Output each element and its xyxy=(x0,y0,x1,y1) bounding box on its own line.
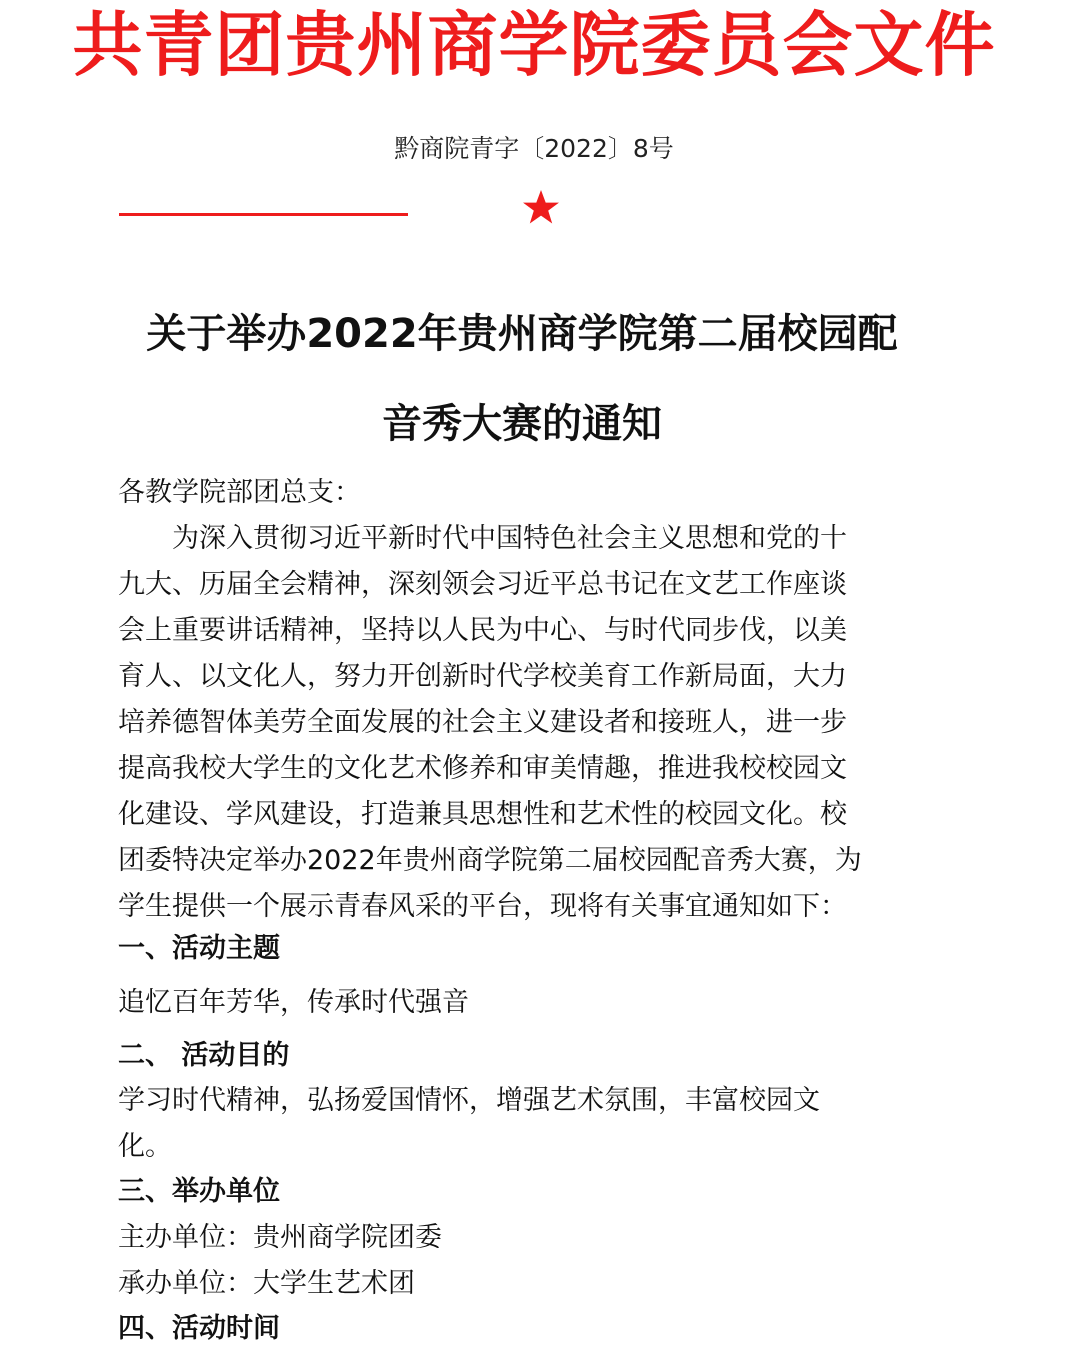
intro-line: 会上重要讲话精神，坚持以人民为中心、与时代同步伐，以美 xyxy=(118,615,847,646)
intro-line: 为深入贯彻习近平新时代中国特色社会主义思想和党的十 xyxy=(118,523,847,554)
section-heading-theme: 一、活动主题 xyxy=(118,933,280,964)
notice-title-line-1: 关于举办2022年贵州商学院第二届校园配 xyxy=(146,311,898,357)
section-line: 承办单位：大学生艺术团 xyxy=(118,1268,415,1299)
intro-line: 育人、以文化人，努力开创新时代学校美育工作新局面，大力 xyxy=(118,661,847,692)
notice-title-line-2: 音秀大赛的通知 xyxy=(382,401,662,447)
intro-line: 提高我校大学生的文化艺术修养和审美情趣，推进我校校园文 xyxy=(118,753,847,784)
intro-line: 化建设、学风建设，打造兼具思想性和艺术性的校园文化。校 xyxy=(118,799,847,830)
salutation: 各教学院部团总支： xyxy=(118,477,361,508)
org-title: 共青团贵州商学院委员会文件 xyxy=(72,4,996,86)
section-line: 主办单位：贵州商学院团委 xyxy=(118,1222,442,1253)
section-heading-purpose: 二、 活动目的 xyxy=(118,1040,290,1071)
intro-line: 团委特决定举办2022年贵州商学院第二届校园配音秀大赛，为 xyxy=(118,845,862,876)
section-heading-organizers: 三、举办单位 xyxy=(118,1176,280,1207)
section-line: 追忆百年芳华，传承时代强音 xyxy=(118,987,469,1018)
red-star-icon xyxy=(521,188,561,228)
red-divider-line xyxy=(119,213,408,216)
section-heading-time: 四、活动时间 xyxy=(118,1313,280,1344)
section-line: 学习时代精神，弘扬爱国情怀，增强艺术氛围，丰富校园文 xyxy=(118,1085,820,1116)
intro-line: 学生提供一个展示青春风采的平台，现将有关事宜通知如下： xyxy=(118,891,847,922)
section-line: 化。 xyxy=(118,1131,172,1162)
intro-line: 培养德智体美劳全面发展的社会主义建设者和接班人，进一步 xyxy=(118,707,847,738)
doc-number: 黔商院青字〔2022〕8号 xyxy=(394,134,674,163)
intro-line: 九大、历届全会精神，深刻领会习近平总书记在文艺工作座谈 xyxy=(118,569,847,600)
